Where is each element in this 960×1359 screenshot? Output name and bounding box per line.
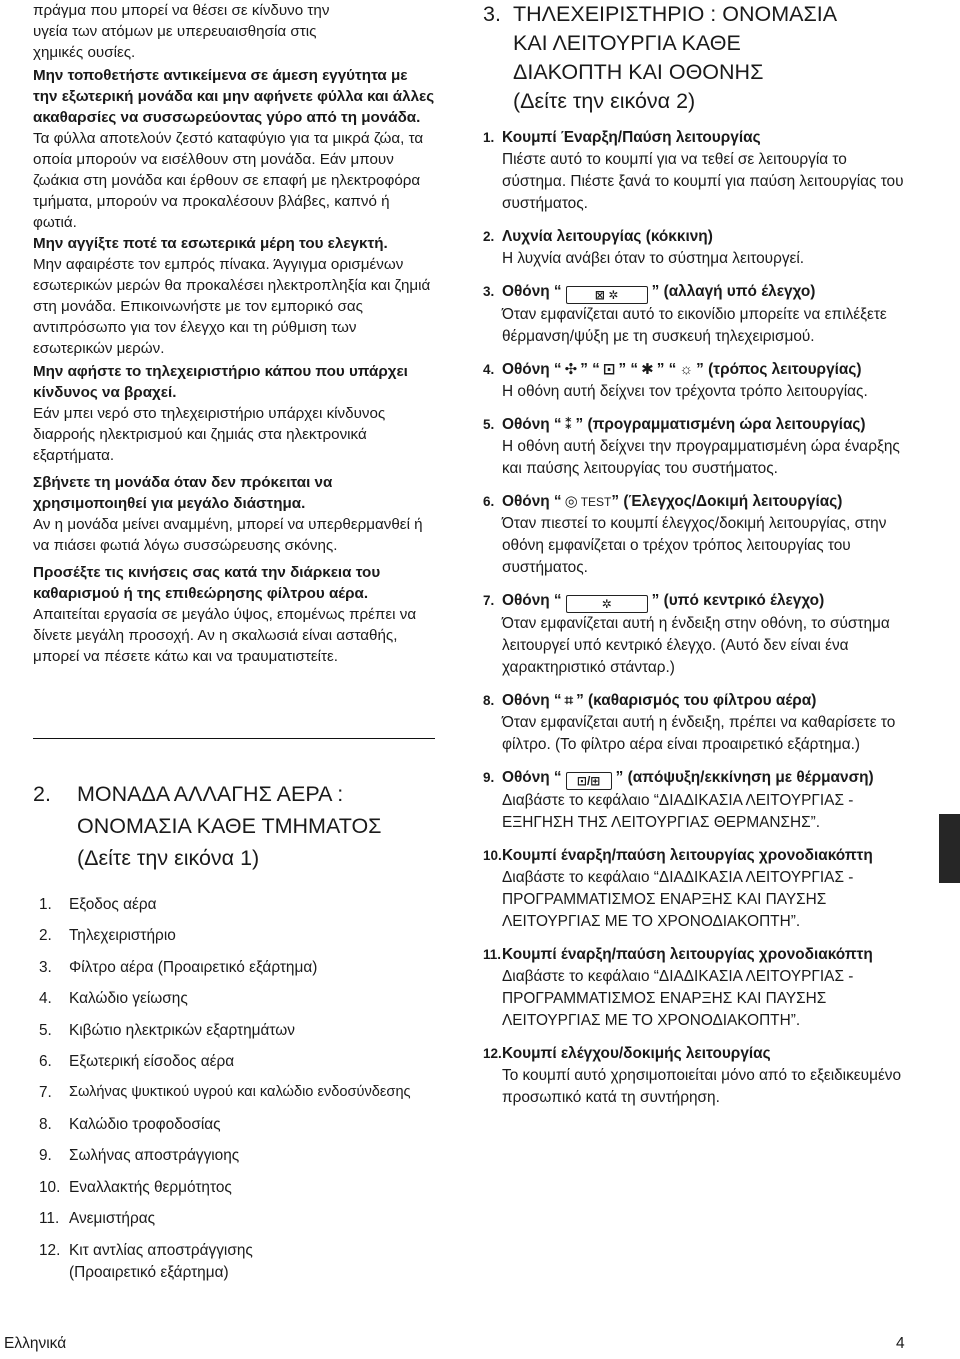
intro-line-1: πράγμα που μπορεί να θέσει σε κίνδυνο την [33, 2, 330, 19]
list-item: 3. Φίλτρο αέρα (Προαιρετικό εξάρτημα) [39, 958, 318, 976]
list-item: 10. Κουμπί έναρξη/παύση λειτουργίας χρονοδιακόπτη Διαβάστε το κεφάλαιο “ΔΙΑΔΙΚΑΣΙΑ ΛΕΙΤΟΥΡΓΙΑΣ - ΠΡΟΓΡΑΜΜΑΤΙΣΜΟΣ ΕΝΑΡΞΗΣ ΚΑΙ ΠΑΥΣΗΣ ΛΕΙΤΟΥΡΓΙΑΣ ΜΕ ΤΟ ΧΡΟΝΟΔΙΑΚΟΠΤΗ”. [483, 847, 873, 930]
footer-language: Ελληνικά [4, 1335, 67, 1352]
list-item: 11. Ανεμιστήρας [39, 1210, 156, 1228]
central-control-icon: ✲ [566, 595, 648, 613]
list-item: 8. Οθόνη “ ⌗ ” (καθαρισμός του φίλτρου αέρα) Όταν εμφανίζεται αυτή η ένδειξη, πρέπει να καθαρίσετε το φίλτρο. (Το φίλτρο αέρα είναι προαιρετικό εξάρτημα.) [483, 692, 896, 753]
fan-icon: ✣ [564, 361, 578, 378]
list-item: 9. Οθόνη “ ⊡/⊞ ” (απόψυξη/εκκίνηση με θέρμανση) Διαβάστε το κεφάλαιο “ΔΙΑΔΙΚΑΣΙΑ ΛΕΙΤΟΥΡΓΙΑΣ - ΕΞΗΓΗΣΗ ΤΗΣ ΛΕΙΤΟΥΡΓΙΑΣ ΘΕΡΜΑΝΣΗΣ”. [483, 769, 874, 831]
section-2-title-line-3: (Δείτε την εικόνα 1) [77, 846, 260, 870]
language-tab-marker [939, 814, 960, 883]
cool-icon: ✱ [641, 361, 654, 378]
list-item: 2. Τηλεχειριστήριο [39, 927, 176, 945]
warning-objects-text: Τα φύλλα αποτελούν ζεστό καταφύγιο για τα μικρά ζώα, τα οποία μπορούν να εισέλθουν στη μονάδα. Εάν μπουν ζωάκια στη μονάδα και έρθουν σε επαφή με ηλεκτροφόρα τμήματα, μπορούν να προκαλέσουν βλάβες, καπνό ή φωτιά. [33, 130, 424, 231]
warning-cleaning-heading: Προσέξτε τις κινήσεις σας κατά την διάρκεια του καθαρισμού ή της επιθεώρησης φίλτρου αέρα. [33, 564, 381, 602]
inspection-icon: ◎ [564, 493, 578, 510]
warning-switch-off-heading: Σβήνετε τη μονάδα όταν δεν πρόκειται να χρησιμοποιηθεί για μεγάλο διάστημα. [33, 474, 333, 512]
footer-page-number: 4 [896, 1335, 905, 1352]
timer-icon: ⁑ [564, 416, 573, 433]
intro-line-3: χημικές ουσίες. [33, 44, 136, 61]
heat-icon: ☼ [679, 361, 694, 378]
controls-list [483, 127, 913, 1109]
warning-objects-heading: Μην τοποθετήστε αντικείμενα σε άμεση εγγύτητα με την εξωτερική μονάδα και μην αφήνετε φύλλα και άλλες ακαθαρσίες να συσσωρεύοντας γύρο από τη μονάδα. [33, 67, 435, 126]
list-item: 2. Λυχνία λειτουργίας (κόκκινη) Η λυχνία ανάβει όταν το σύστημα λειτουργεί. [483, 228, 805, 267]
auto-mode-icon: ⊡ [602, 361, 616, 378]
section-2-heading [33, 778, 435, 874]
warning-switch-off-text: Αν η μονάδα μείνει αναμμένη, μπορεί να υπερθερμανθεί ή να πιάσει φωτιά λόγω συσσώρευσης σκόνης. [33, 516, 423, 554]
section-2 [33, 778, 435, 1284]
warning-internal-text: Μην αφαιρέστε τον εμπρός πίνακα. Άγγιγμα ορισμένων εσωτερικών μερών θα προκαλέσει ηλεκτροπληξία και ζημιά στη μονάδα. Επικοινωνήστε με τον εμπορικό σας αντιπρόσωπο για τον έλεγχο και τη ρύθμιση των εσωτερικών μερών. [33, 256, 431, 357]
parts-list [33, 889, 435, 1284]
filter-cleaning-icon: ⌗ [564, 692, 574, 709]
list-item: 5. Κιβώτιο ηλεκτρικών εξαρτημάτων [39, 1021, 295, 1039]
defrost-hotstart-icon: ⊡/⊞ [566, 772, 612, 790]
list-item: 6. Εξωτερική είσοδος αέρα [39, 1053, 235, 1071]
list-item: 6. Οθόνη “ ◎ TEST” (Έλεγχος/Δοκιμή λειτουργίας) Όταν πιεστεί το κουμπί έλεγχος/δοκιμή λειτουργίας, στην οθόνη εμφανίζεται ο τρέχον τρόπος λειτουργίας του συστήματος. [483, 493, 887, 576]
left-column [33, 0, 435, 667]
section-3-title-line-1: ΤΗΛΕΧΕΙΡΙΣΤΗΡΙΟ : ΟΝΟΜΑΣΙΑ [513, 2, 838, 26]
section-divider [33, 738, 435, 739]
intro-line-2: υγεία των ατόμων με υπερευαισθησία στις [33, 23, 317, 40]
warning-water-text: Εάν μπει νερό στο τηλεχειριστήριο υπάρχει κίνδυνος διαρροής ηλεκτρισμού και ζημιάς στα ηλεκτρονικά εξαρτήματα. [33, 405, 386, 464]
section-3-title-line-3: ΔΙΑΚΟΠΤΗ ΚΑΙ ΟΘΟΝΗΣ [513, 60, 764, 84]
section-3-title-line-2: ΚΑΙ ΛΕΙΤΟΥΡΓΙΑ ΚΑΘΕ [513, 31, 741, 55]
section-3-number: 3. [483, 2, 501, 26]
list-item: 7. Οθόνη “ ✲ ” (υπό κεντρικό έλεγχο) Όταν εμφανίζεται αυτή η ένδειξη στην οθόνη, το σύστημα λειτουργεί υπό κεντρικό έλεγχο. (Αυτό δεν είναι ένα χαρακτηριστικό στάνταρ.) [483, 592, 890, 676]
section-2-title-line-1: ΜΟΝΑΔΑ ΑΛΛΑΓΗΣ ΑΕΡΑ : [77, 782, 344, 806]
right-column [483, 0, 913, 1109]
warning-water-heading: Μην αφήστε το τηλεχειριστήριο κάπου που υπάρχει κίνδυνος να βραχεί. [33, 363, 408, 401]
section-3-title-line-4: (Δείτε την εικόνα 2) [513, 89, 696, 113]
list-item: 3. Οθόνη “ ⊠ ✲ ” (αλλαγή υπό έλεγχο) Όταν εμφανίζεται αυτό το εικονίδιο μπορείτε να επιλέξετε θέρμανση/ψύξη με τη συσκευή τηλεχειρισμού. [483, 283, 887, 345]
warning-internal-heading: Μην αγγίξτε ποτέ τα εσωτερικά μέρη του ελεγκτή. [33, 235, 388, 252]
list-item: 8. Καλώδιο τροφοδοσίας [39, 1115, 221, 1133]
list-item: 1. Εξοδος αέρα [39, 896, 157, 913]
list-item: 7. Σωλήνας ψυκτικού υγρού και καλώδιο ενδοσύνδεσης [39, 1084, 411, 1102]
section-2-number: 2. [33, 782, 51, 806]
list-item: 4. Καλώδιο γείωσης [39, 990, 188, 1008]
list-item: 12. Κιτ αντλίας αποστράγγισης (Προαιρετικό εξάρτημα) [39, 1242, 253, 1282]
changeover-icon: ⊠ ✲ [566, 286, 648, 304]
list-item: 4. Οθόνη “ ✣ ” “ ⊡ ” “ ✱ ” “ ☼ ” (τρόπος λειτουργίας) Η οθόνη αυτή δείχνει τον τρέχοντα τρόπο λειτουργίας. [483, 361, 868, 400]
list-item: 9. Σωλήνας αποστράγγιοης [39, 1147, 240, 1165]
section-2-title-line-2: ΟΝΟΜΑΣΙΑ ΚΑΘΕ ΤΜΗΜΑΤΟΣ [77, 814, 382, 838]
section-3-heading [483, 0, 913, 116]
list-item: 11. Κουμπί έναρξη/παύση λειτουργίας χρονοδιακόπτη Διαβάστε το κεφάλαιο “ΔΙΑΔΙΚΑΣΙΑ ΛΕΙΤΟΥΡΓΙΑΣ - ΠΡΟΓΡΑΜΜΑΤΙΣΜΟΣ ΕΝΑΡΞΗΣ ΚΑΙ ΠΑΥΣΗΣ ΛΕΙΤΟΥΡΓΙΑΣ ΜΕ ΤΟ ΧΡΟΝΟΔΙΑΚΟΠΤΗ”. [483, 946, 873, 1029]
list-item: 5. Οθόνη “ ⁑ ” (προγραμματισμένη ώρα λειτουργίας) Η οθόνη αυτή δείχνει την προγραμματισμένη ώρα έναρξης και παύσης λειτουργίας του συστήματος. [483, 416, 900, 477]
list-item: 10. Εναλλακτής θερμότητος [39, 1178, 232, 1196]
list-item: 1. Κουμπί Έναρξη/Παύση λειτουργίας Πιέστε αυτό το κουμπί για να τεθεί σε λειτουργία το σύστημα. Πιέστε ξανά το κουμπί για παύση λειτουργίας του συστήματος. [483, 129, 904, 212]
warning-cleaning-text: Απαιτείται εργασία σε μεγάλο ύψος, επομένως πρέπει να δίνετε μεγάλη προσοχή. Αν η σκαλωσιά είναι ασταθής, μπορεί να πέσετε κάτω και να τραυματιστείτε. [33, 606, 417, 665]
list-item: 12. Κουμπί ελέγχου/δοκιμής λειτουργίας Το κουμπί αυτό χρησιμοποιείται μόνο από το εξειδικευμένο προσωπικό κατά τη συντήρηση. [483, 1045, 902, 1106]
